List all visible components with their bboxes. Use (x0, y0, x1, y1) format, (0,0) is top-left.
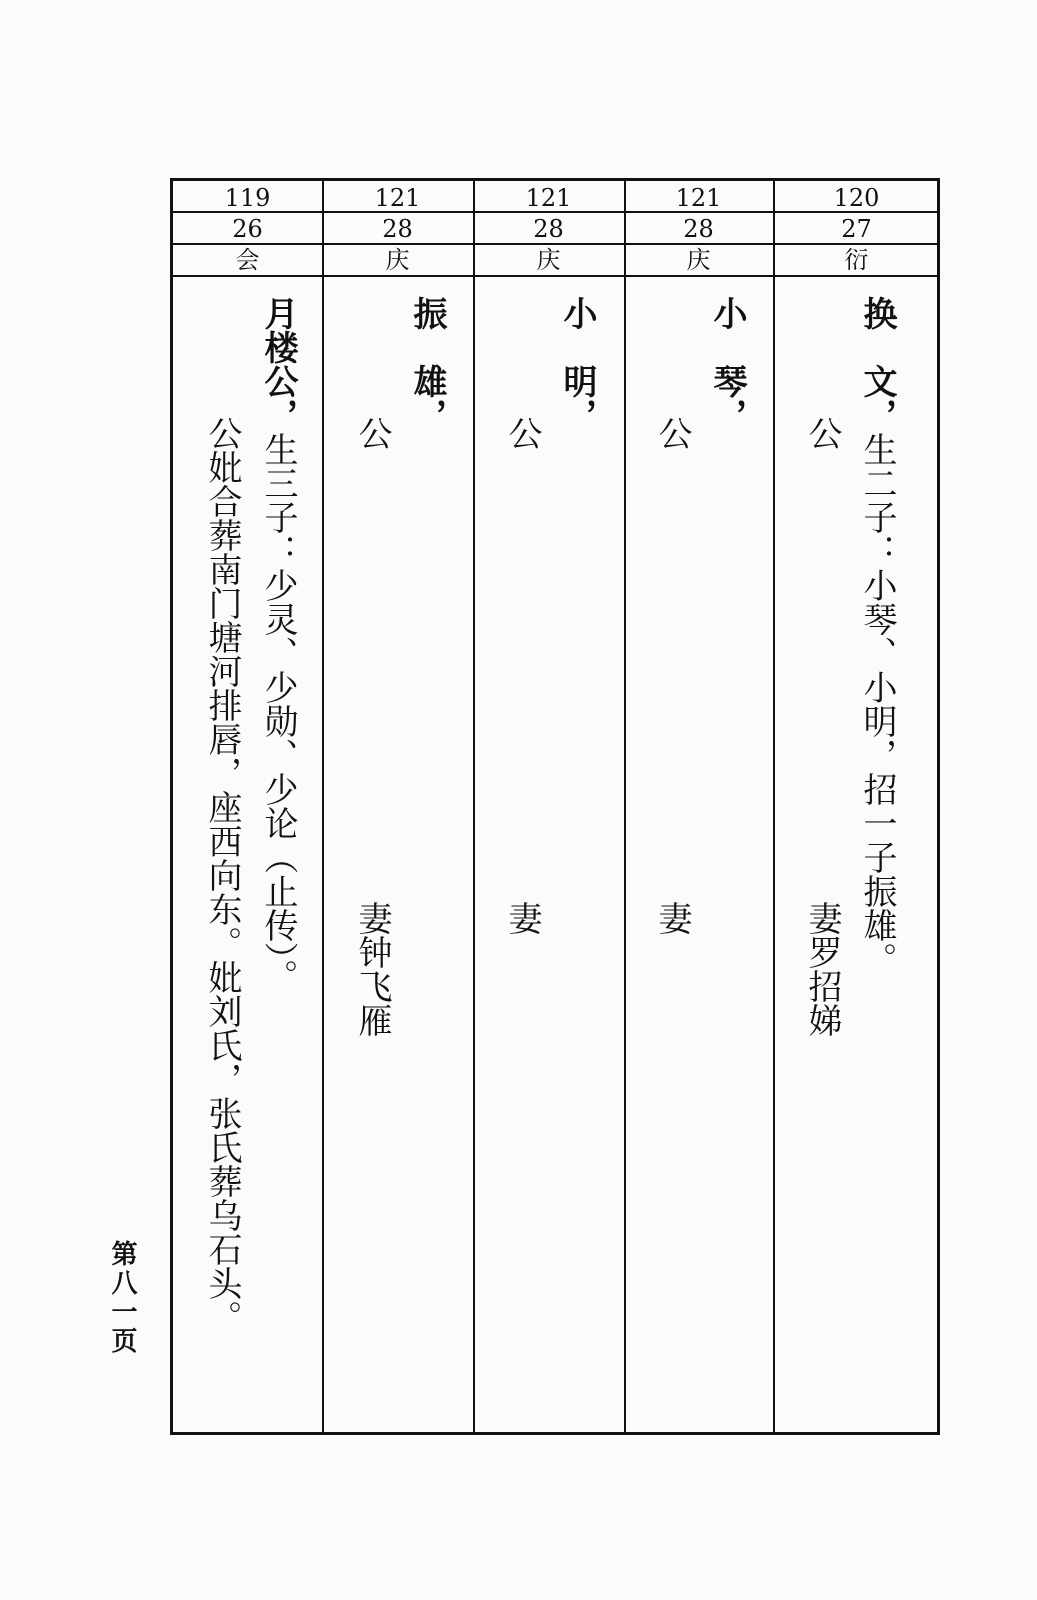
rank-number: 28 (533, 215, 564, 243)
person-name: 振 雄 (407, 296, 447, 398)
rank-number: 27 (841, 215, 872, 243)
generation-character: 会 (235, 246, 260, 274)
name-punct: ， (258, 398, 298, 432)
person-name: 小 琴 (707, 296, 747, 398)
name-punct: ， (557, 398, 597, 432)
generation-number: 121 (374, 184, 421, 212)
name-punct: ， (857, 398, 897, 432)
wife-label: 妻罗招娣 (802, 901, 842, 1037)
person-entry (707, 296, 747, 432)
genealogy-table (170, 178, 940, 1435)
person-name: 小 明 (557, 296, 597, 398)
burial-note: 公妣合葬南门塘河排唇，座西向东。妣刘氏，张氏葬乌石头。 (202, 416, 242, 1334)
gong-label: 公 (802, 416, 842, 450)
wife-label: 妻 (652, 901, 692, 935)
generation-character: 庆 (686, 246, 711, 274)
generation-character: 庆 (536, 246, 561, 274)
generation-number: 121 (675, 184, 722, 212)
column-divider (322, 181, 324, 1432)
page-number: 第八一页 (107, 1240, 137, 1356)
name-punct: ， (707, 398, 747, 432)
person-entry (857, 296, 897, 976)
person-name: 换 文 (857, 296, 897, 398)
column-divider (624, 181, 626, 1432)
column-divider (473, 181, 475, 1432)
rank-number: 28 (382, 215, 413, 243)
rank-number: 28 (683, 215, 714, 243)
generation-number: 121 (525, 184, 572, 212)
gong-label: 公 (352, 416, 392, 450)
gong-label: 公 (652, 416, 692, 450)
wife-label: 妻钟飞雁 (352, 901, 392, 1037)
generation-number: 119 (224, 184, 271, 212)
name-punct: ， (407, 398, 447, 432)
column-divider (773, 181, 775, 1432)
wife-label: 妻 (502, 901, 542, 935)
rank-number: 26 (232, 215, 263, 243)
person-name: 月楼公 (258, 296, 298, 398)
generation-number: 120 (833, 184, 880, 212)
person-entry (407, 296, 447, 432)
generation-character: 衍 (844, 246, 869, 274)
generation-character: 庆 (385, 246, 410, 274)
person-entry (258, 296, 298, 993)
person-description: 生三子：少灵、少勋、少论（止传）。 (258, 432, 298, 993)
gong-label: 公 (502, 416, 542, 450)
header-divider (173, 275, 937, 277)
person-description: 生二子：小琴、小明，招一子振雄。 (857, 432, 897, 976)
person-entry (557, 296, 597, 432)
